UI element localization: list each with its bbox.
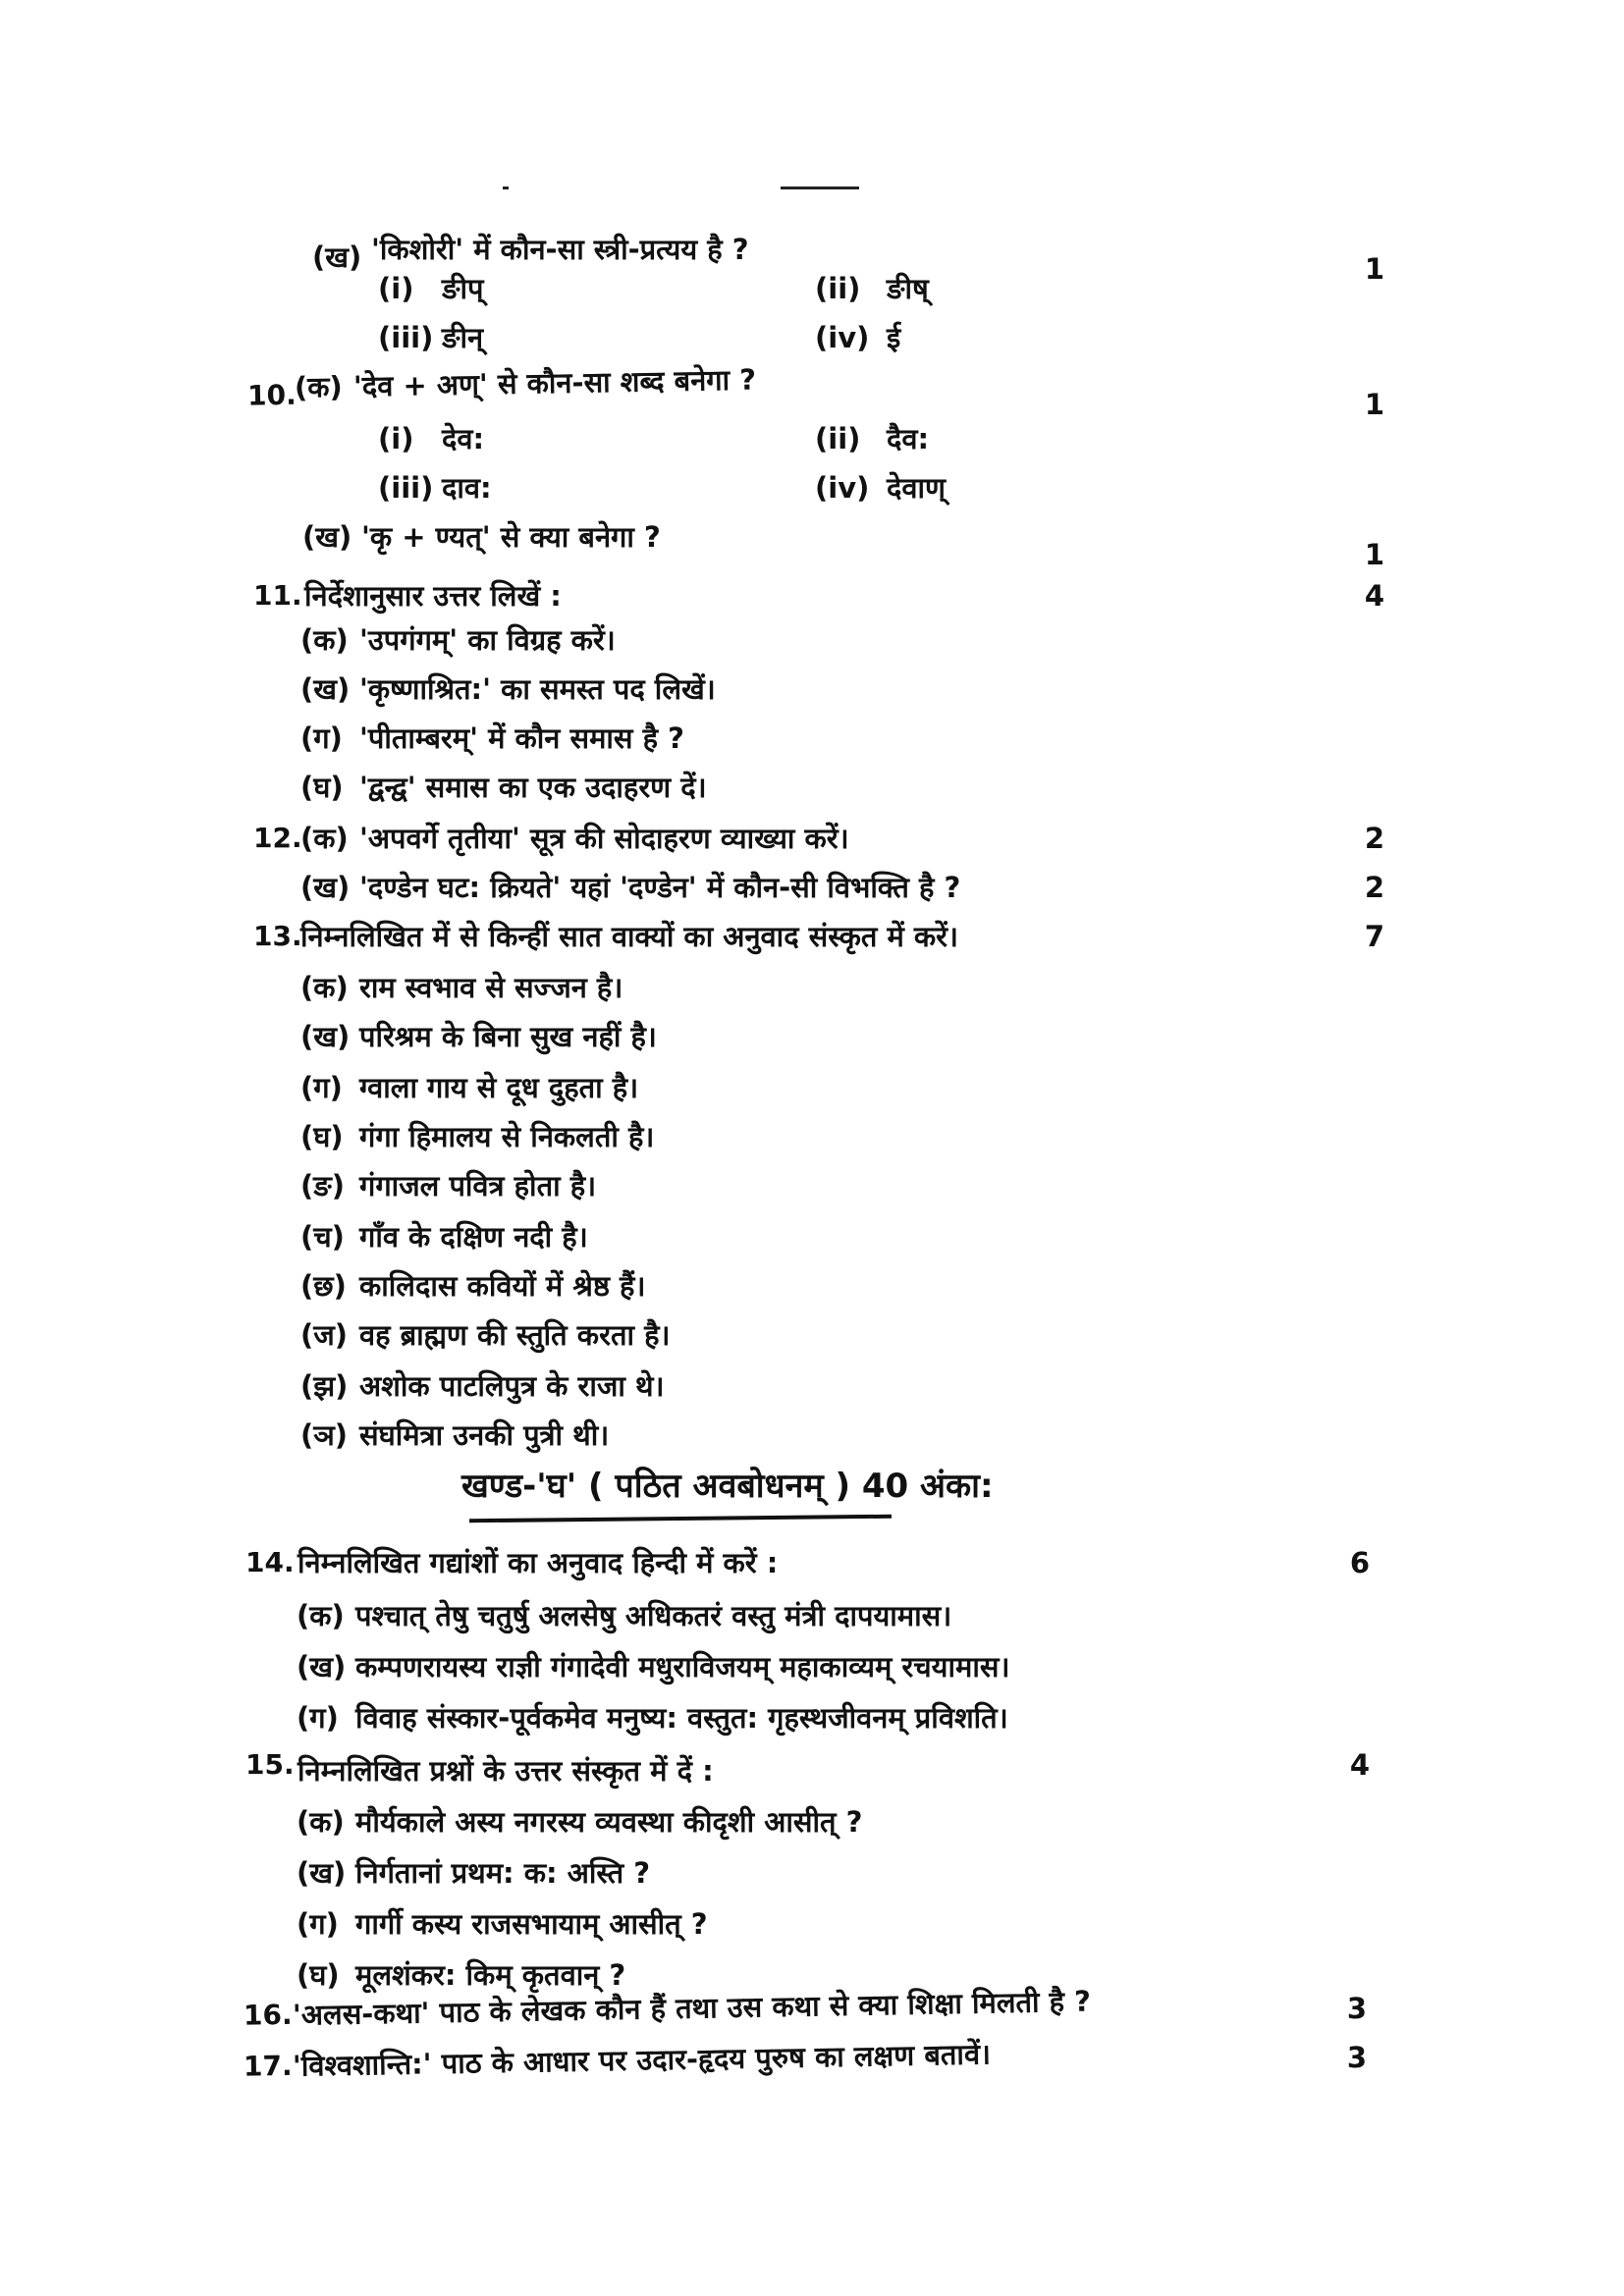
question-number: 15. xyxy=(245,1748,295,1781)
sub-label: (क) xyxy=(300,623,349,657)
question-13 xyxy=(0,915,1624,958)
item-text: राम स्वभाव से सज्जन है। xyxy=(359,971,623,1004)
options-row xyxy=(0,466,1624,509)
item-text: गार्गी कस्य राजसभायाम् आसीत् ? xyxy=(355,1907,708,1941)
option-text: ई xyxy=(887,321,901,354)
list-item xyxy=(0,1594,1624,1637)
list-item xyxy=(0,667,1624,711)
sub-label: (झ) xyxy=(300,1369,349,1403)
sub-label: (ख) xyxy=(312,240,362,274)
item-text: 'कृष्णाश्रित:' का समस्त पद लिखें। xyxy=(359,672,716,706)
question-11 xyxy=(0,574,1624,617)
option-text: ङीष् xyxy=(887,272,929,305)
item-text: परिश्रम के बिना सुख नहीं है। xyxy=(359,1020,657,1053)
marks: 1 xyxy=(1364,388,1385,421)
sub-label: (छ) xyxy=(300,1269,347,1303)
question-number: 16. xyxy=(243,1998,293,2032)
item-text: मूलशंकर: किम् कृतवान् ? xyxy=(355,1958,626,1992)
top-mark-rule xyxy=(781,187,859,189)
option-text: ङीन् xyxy=(442,321,484,354)
item-text: संघमित्रा उनकी पुत्री थी। xyxy=(359,1418,610,1452)
question-15 xyxy=(0,1743,1624,1787)
option-text: दाव: xyxy=(442,471,492,505)
section-underline xyxy=(469,1515,892,1523)
question-number: 10. xyxy=(246,378,297,412)
marks: 4 xyxy=(1349,1748,1371,1782)
marks-row xyxy=(0,1987,1624,2030)
item-text: गंगा हिमालय से निकलती है। xyxy=(359,1120,655,1153)
list-item xyxy=(0,1264,1624,1308)
option-text: ङीप् xyxy=(442,272,484,305)
item-text: वह ब्राह्मण की स्तुति करता है। xyxy=(359,1318,671,1352)
marks: 1 xyxy=(1364,538,1385,571)
question-12-ka xyxy=(0,817,1624,860)
item-text: मौर्यकाले अस्य नगरस्य व्यवस्था कीदृशी आसीत् ? xyxy=(355,1805,863,1839)
sub-label: (ज) xyxy=(300,1318,349,1352)
sub-label: (ग) xyxy=(297,1701,339,1735)
sub-label: (ग) xyxy=(300,1071,343,1104)
top-mark-dash xyxy=(503,187,509,189)
sub-label: (ख) xyxy=(300,871,351,904)
option-num: (iv) xyxy=(815,321,870,354)
list-item xyxy=(0,1215,1624,1258)
sub-label: (क) xyxy=(300,971,349,1004)
marks-row xyxy=(0,2036,1624,2079)
sub-label: (क) xyxy=(294,369,344,404)
question-text: निम्नलिखित गद्यांशों का अनुवाद हिन्दी में करें : xyxy=(298,1546,779,1579)
question-text: 'दण्डेन घट: क्रियते' यहां 'दण्डेन' में कौन-सी विभक्ति है ? xyxy=(359,871,961,904)
list-item xyxy=(0,1115,1624,1158)
list-item xyxy=(0,1164,1624,1207)
question-text: निम्नलिखित में से किन्हीं सात वाक्यों का अनुवाद संस्कृत में करें। xyxy=(300,920,959,953)
list-item xyxy=(0,1066,1624,1109)
marks: 2 xyxy=(1364,871,1385,904)
sub-label: (च) xyxy=(300,1220,345,1254)
list-item xyxy=(0,1696,1624,1739)
item-text: विवाह संस्कार-पूर्वकमेव मनुष्य: वस्तुत: गृहस्थजीवनम् प्रविशति। xyxy=(355,1701,1008,1735)
options-row xyxy=(0,267,1624,310)
option-num: (iii) xyxy=(378,321,434,354)
option-text: दैव: xyxy=(887,422,930,455)
item-text: पश्चात् तेषु चतुर्षु अलसेषु अधिकतरं वस्तु मंत्री दापयामास। xyxy=(355,1599,952,1632)
item-text: 'उपगंगम्' का विग्रह करें। xyxy=(359,623,616,657)
option-text: देव: xyxy=(442,422,485,455)
sub-label: (ञ) xyxy=(300,1418,349,1452)
list-item xyxy=(0,966,1624,1009)
question-text: 'कृ + ण्यत्' से क्या बनेगा ? xyxy=(361,520,661,554)
question-number: 12. xyxy=(253,822,302,854)
list-item xyxy=(0,717,1624,760)
section-heading: खण्ड-'घ' ( पठित अवबोधनम् ) 40 अंका: xyxy=(461,1467,994,1506)
item-text: गाँव के दक्षिण नदी है। xyxy=(359,1220,588,1254)
sub-label: (ख) xyxy=(297,1856,347,1890)
list-item xyxy=(0,1364,1624,1408)
item-text: 'द्वन्द्व' समास का एक उदाहरण दें। xyxy=(359,771,707,804)
question-text: निम्नलिखित प्रश्नों के उत्तर संस्कृत में दें : xyxy=(298,1754,714,1788)
item-text: कालिदास कवियों में श्रेष्ठ हैं। xyxy=(359,1269,646,1303)
marks: 4 xyxy=(1364,579,1385,613)
sub-label: (ग) xyxy=(297,1907,339,1941)
list-item xyxy=(0,1851,1624,1895)
question-text: 'देव + अण्' से कौन-सा शब्द बनेगा ? xyxy=(352,362,757,403)
item-text: ग्वाला गाय से दूध दुहता है। xyxy=(359,1071,639,1104)
item-text: कम्पणरायस्य राज्ञी गंगादेवी मधुराविजयम् महाकाव्यम् रचयामास। xyxy=(355,1650,1010,1683)
question-text: 'अलस-कथा' पाठ के लेखक कौन हैं तथा उस कथा से क्या शिक्षा मिलती है ? xyxy=(292,1984,1092,2032)
list-item xyxy=(0,1015,1624,1058)
list-item xyxy=(0,766,1624,809)
item-text: 'पीताम्बरम्' में कौन समास है ? xyxy=(359,721,684,755)
marks: 7 xyxy=(1364,920,1385,953)
options-row xyxy=(0,417,1624,460)
marks: 6 xyxy=(1349,1546,1371,1579)
question-number: 14. xyxy=(245,1546,295,1578)
sub-label: (घ) xyxy=(300,771,344,804)
question-10-kha xyxy=(0,515,1624,571)
sub-label: (ख) xyxy=(300,1020,351,1053)
option-num: (iv) xyxy=(815,471,870,505)
sub-label: (घ) xyxy=(297,1958,340,1992)
question-text: 'अपवर्गे तृतीया' सूत्र की सोदाहरण व्याख्या करें। xyxy=(359,822,849,855)
marks: 3 xyxy=(1346,1992,1368,2025)
option-text: देवाण् xyxy=(887,471,947,505)
question-9-kha xyxy=(0,228,1624,286)
sub-label: (क) xyxy=(300,822,349,855)
sub-label: (ख) xyxy=(300,672,351,706)
question-12-kha xyxy=(0,866,1624,909)
question-text: निर्देशानुसार उत्तर लिखें : xyxy=(304,579,562,613)
option-num: (i) xyxy=(378,422,414,455)
option-num: (ii) xyxy=(815,272,861,305)
sub-label: (क) xyxy=(297,1599,345,1632)
item-text: निर्गतानां प्रथम: क: अस्ति ? xyxy=(355,1856,651,1890)
question-number: 11. xyxy=(253,579,302,612)
question-text: 'किशोरी' में कौन-सा स्त्री-प्रत्यय है ? xyxy=(371,233,749,266)
item-text: गंगाजल पवित्र होता है। xyxy=(359,1169,597,1202)
question-number: 13. xyxy=(253,920,302,952)
list-item xyxy=(0,1902,1624,1946)
option-num: (ii) xyxy=(815,422,861,455)
list-item xyxy=(0,1313,1624,1357)
sub-label: (ङ) xyxy=(300,1169,345,1202)
question-14 xyxy=(0,1541,1624,1584)
sub-label: (घ) xyxy=(300,1120,344,1153)
list-item xyxy=(0,1645,1624,1688)
question-text: 'विश्वशान्ति:' पाठ के आधार पर उदार-हृदय पुरुष का लक्षण बतावें। xyxy=(292,2037,992,2083)
marks: 1 xyxy=(1364,252,1385,286)
option-num: (i) xyxy=(378,272,414,305)
marks: 3 xyxy=(1346,2041,1368,2074)
item-text: अशोक पाटलिपुत्र के राजा थे। xyxy=(359,1369,665,1403)
sub-label: (ख) xyxy=(297,1650,347,1683)
list-item xyxy=(0,1800,1624,1843)
option-num: (iii) xyxy=(378,471,434,505)
list-item xyxy=(0,1414,1624,1457)
list-item xyxy=(0,618,1624,662)
sub-label: (क) xyxy=(297,1805,345,1839)
sub-label: (ग) xyxy=(300,721,343,755)
question-number: 17. xyxy=(243,2049,293,2083)
sub-label: (ख) xyxy=(302,520,352,554)
marks: 2 xyxy=(1364,822,1385,855)
